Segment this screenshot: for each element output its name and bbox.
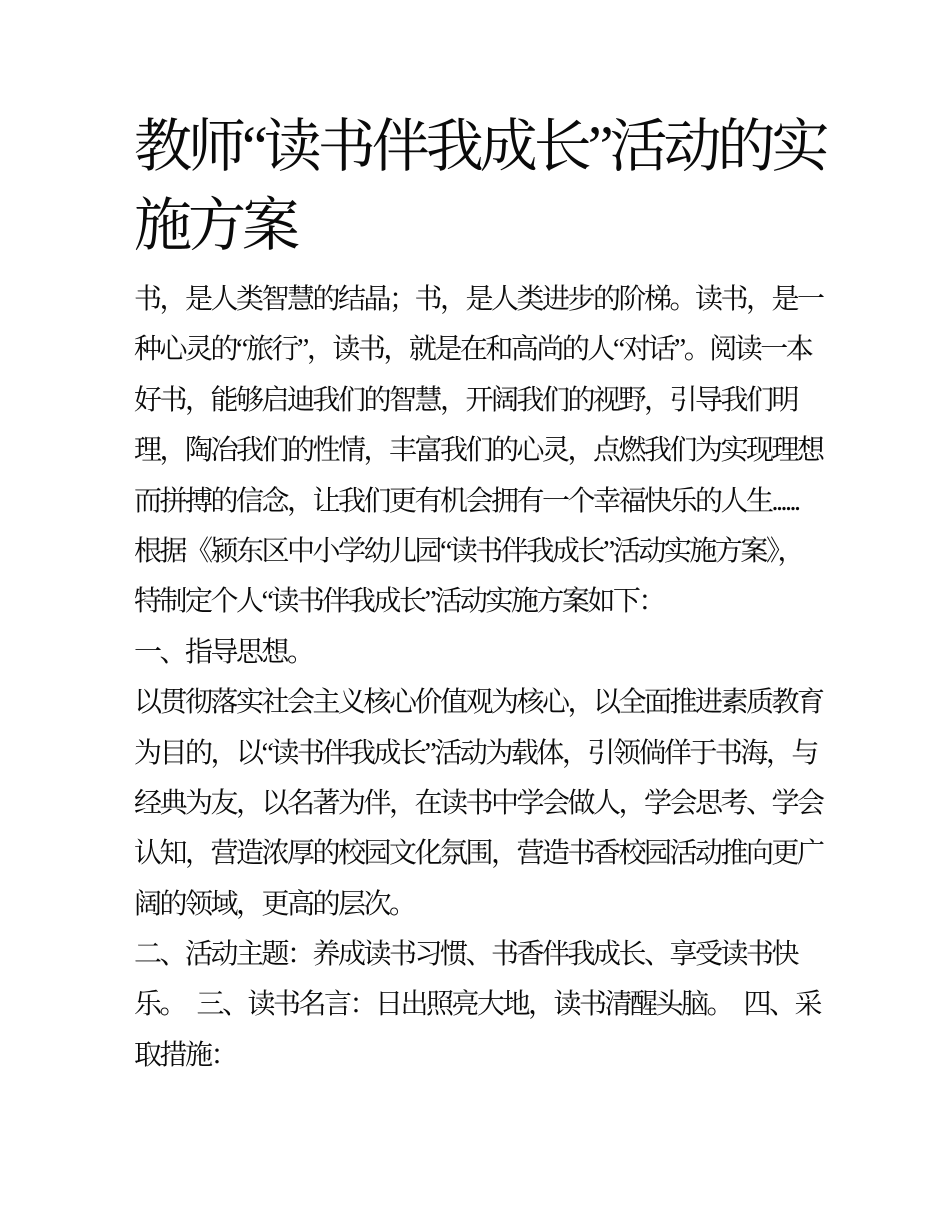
body-text-line: 取措施： xyxy=(134,1039,237,1071)
body-text-line: 理，陶冶我们的性情，丰富我们的心灵，点燃我们为实现理想 xyxy=(134,435,823,467)
body-text-line: 阔的领域，更高的层次。 xyxy=(134,888,415,920)
title-line: 施方案 xyxy=(134,193,297,258)
body-text-line: 以贯彻落实社会主义核心价值观为核心，以全面推进素质教育 xyxy=(134,687,823,719)
body-text-line: 好书，能够启迪我们的智慧，开阔我们的视野，引导我们明 xyxy=(134,384,798,416)
body-text-line: 一、指导思想。 xyxy=(134,636,313,668)
title-line: 教师“读书伴我成长”活动的实 xyxy=(134,114,826,179)
body-text-line: 而拼搏的信念，让我们更有机会拥有一个幸福快乐的人生...... xyxy=(134,485,799,517)
document-body xyxy=(134,275,858,1081)
body-text-line: 根据《颍东区中小学幼儿园“读书伴我成长”活动实施方案》， xyxy=(134,535,803,567)
body-text-line: 为目的，以“读书伴我成长”活动为载体，引领倘佯于书海，与 xyxy=(134,737,817,769)
body-text-line: 二、活动主题：养成读书习惯、书香伴我成长、享受读书快 xyxy=(134,939,798,971)
body-text-line: 认知，营造浓厚的校园文化氛围，营造书香校园活动推向更广 xyxy=(134,838,823,870)
body-text-line: 经典为友，以名著为伴，在读书中学会做人，学会思考、学会 xyxy=(134,787,823,819)
body-text-line: 书，是人类智慧的结晶；书，是人类进步的阶梯。读书，是一 xyxy=(134,284,823,315)
body-text-line: 特制定个人“读书伴我成长”活动实施方案如下： xyxy=(134,586,664,618)
body-text-line: 乐。 三、读书名言：日出照亮大地，读书清醒头脑。 四、采 xyxy=(134,989,821,1021)
body-text-line: 种心灵的“旅行”，读书，就是在和高尚的人“对话”。阅读一本 xyxy=(134,334,812,366)
document-title xyxy=(134,107,858,265)
